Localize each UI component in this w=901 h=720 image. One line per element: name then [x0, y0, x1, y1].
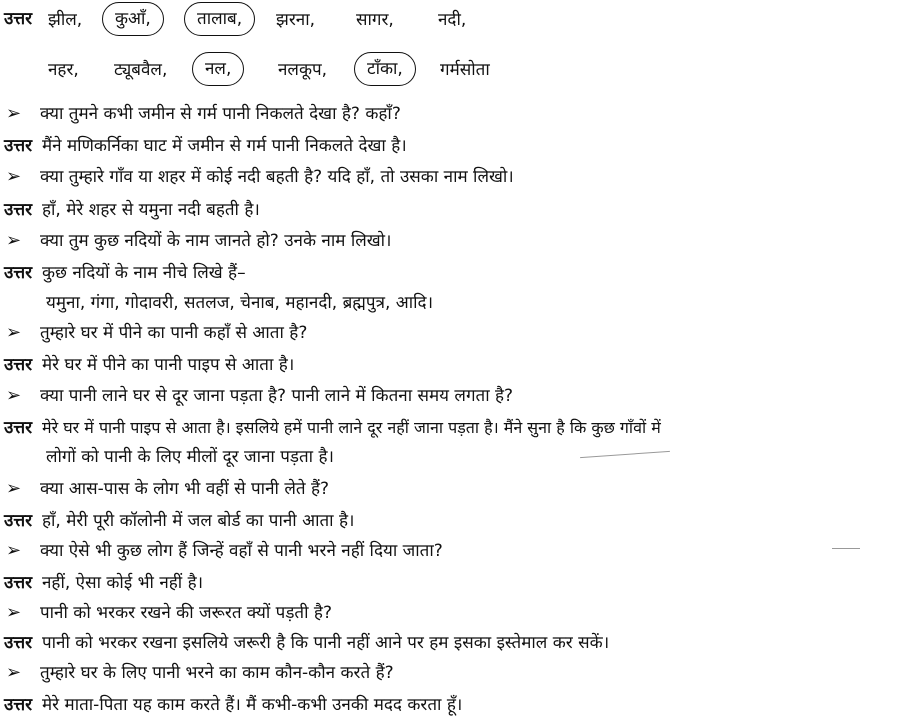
question-text: तुम्हारे घर में पीने का पानी कहाँ से आता है? — [40, 323, 308, 343]
answer-text: मैंने मणिकर्निका घाट में जमीन से गर्म पानी निकलते देखा है। — [42, 136, 407, 156]
question-line — [0, 662, 394, 684]
answer-line — [4, 694, 462, 716]
question-line — [0, 166, 514, 188]
answer-line — [4, 572, 203, 594]
answer-text: हाँ, मेरे शहर से यमुना नदी बहती है। — [42, 200, 260, 220]
answer-label: उत्तर — [4, 355, 33, 375]
answer-label: उत्तर — [4, 418, 33, 438]
question-text: क्या ऐसे भी कुछ लोग हैं जिन्हें वहाँ से पानी भरने नहीं दिया जाता? — [40, 541, 443, 561]
question-line — [0, 478, 329, 500]
answer-text: मेरे माता-पिता यह काम करते हैं। मैं कभी-कभी उनकी मदद करता हूँ। — [42, 695, 463, 715]
answer-text: यमुना, गंगा, गोदावरी, सतलज, चेनाब, महानदी, ब्रह्मपुत्र, आदि। — [46, 293, 434, 313]
answer-label: उत्तर — [4, 511, 33, 531]
answer-text: पानी को भरकर रखना इसलिये जरूरी है कि पानी नहीं आने पर हम इसका इस्तेमाल कर सकें। — [42, 633, 610, 653]
answer-label: उत्तर — [4, 695, 33, 715]
source-word: झील, — [48, 10, 83, 30]
answer-text: हाँ, मेरी पूरी कॉलोनी में जल बोर्ड का पानी आता है। — [42, 511, 355, 531]
answer-text: लोगों को पानी के लिए मीलों दूर जाना पड़ता है। — [46, 447, 334, 467]
answer-line — [4, 135, 407, 157]
answer-line — [4, 632, 609, 654]
pen-mark — [832, 548, 860, 549]
question-text: क्या तुम कुछ नदियों के नाम जानते हो? उनके नाम लिखो। — [40, 231, 392, 251]
answer-text: मेरे घर में पीने का पानी पाइप से आता है। — [42, 355, 295, 375]
arrow-icon: ➢ — [6, 230, 22, 251]
source-word-circled: कुआँ, — [102, 2, 164, 36]
question-line — [0, 103, 401, 125]
arrow-icon: ➢ — [6, 322, 22, 343]
arrow-icon: ➢ — [6, 166, 22, 187]
answer-label: उत्तर — [4, 633, 33, 653]
answer-line — [4, 510, 354, 532]
answer-label: उत्तर — [4, 573, 33, 593]
source-word: सागर, — [356, 10, 394, 30]
answer-line — [4, 354, 294, 376]
sources-row-2 — [0, 58, 901, 88]
arrow-icon: ➢ — [6, 385, 22, 406]
arrow-icon: ➢ — [6, 602, 22, 623]
question-text: क्या तुम्हारे गाँव या शहर में कोई नदी बहती है? यदि हाँ, तो उसका नाम लिखो। — [40, 167, 514, 187]
arrow-icon: ➢ — [6, 103, 22, 124]
source-word: गर्मसोता — [440, 60, 490, 80]
question-line — [0, 322, 307, 344]
source-word-circled: टाँका, — [354, 52, 416, 86]
answer-continuation — [0, 446, 334, 468]
source-word: नहर, — [48, 60, 79, 80]
question-text: क्या तुमने कभी जमीन से गर्म पानी निकलते देखा है? कहाँ? — [40, 104, 401, 124]
answer-label: उत्तर — [4, 9, 33, 29]
pen-mark — [580, 451, 670, 458]
question-line — [0, 385, 513, 407]
question-line — [0, 602, 332, 624]
answer-continuation — [0, 292, 433, 314]
question-text: क्या आस-पास के लोग भी वहीं से पानी लेते हैं? — [40, 479, 329, 499]
answer-label: उत्तर — [4, 136, 33, 156]
source-word: झरना, — [276, 10, 316, 30]
sources-row-1 — [0, 8, 901, 38]
question-text: क्या पानी लाने घर से दूर जाना पड़ता है? पानी लाने में कितना समय लगता है? — [40, 386, 514, 406]
arrow-icon: ➢ — [6, 540, 22, 561]
answer-line — [4, 417, 661, 439]
source-word-circled: नल, — [192, 52, 244, 86]
source-word: ट्यूबवैल, — [114, 60, 168, 80]
question-text: पानी को भरकर रखने की जरूरत क्यों पड़ती है? — [40, 603, 332, 623]
arrow-icon: ➢ — [6, 662, 22, 683]
answer-text: कुछ नदियों के नाम नीचे लिखे हैं– — [42, 263, 246, 283]
question-line — [0, 230, 392, 252]
answer-label: उत्तर — [4, 263, 33, 283]
source-word: नदी, — [438, 10, 467, 30]
source-word: नलकूप, — [278, 60, 328, 80]
answer-line — [4, 262, 246, 284]
source-word-circled: तालाब, — [184, 2, 255, 36]
question-line — [0, 540, 443, 562]
answer-text: मेरे घर में पानी पाइप से आता है। इसलिये हमें पानी लाने दूर नहीं जाना पड़ता है। मैंने सुना है कि कुछ गाँवों में — [42, 418, 661, 437]
arrow-icon: ➢ — [6, 478, 22, 499]
question-text: तुम्हारे घर के लिए पानी भरने का काम कौन-कौन करते हैं? — [40, 663, 394, 683]
answer-line — [4, 199, 260, 221]
answer-text: नहीं, ऐसा कोई भी नहीं है। — [42, 573, 204, 593]
answer-label: उत्तर — [4, 200, 33, 220]
